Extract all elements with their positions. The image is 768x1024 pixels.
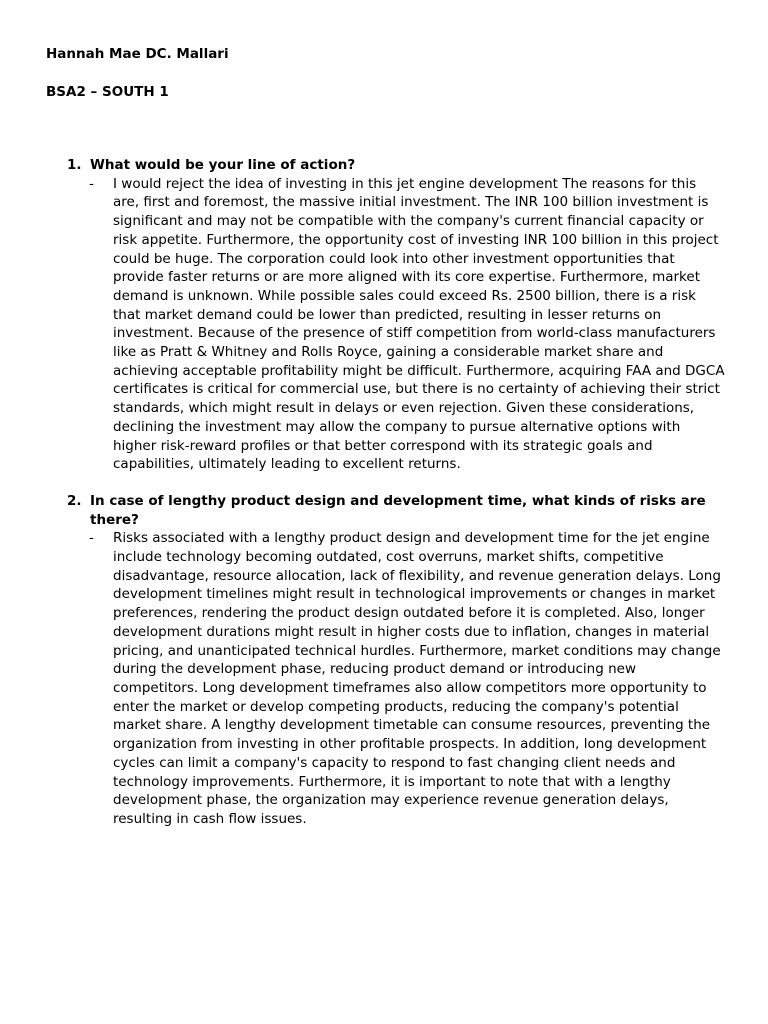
question-text: In case of lengthy product design and development time, what kinds of risks are there? [90,492,706,528]
answer-text: Risks associated with a lengthy product design and development time for the jet engine include technology becoming outdated, cost overruns, market shifts, competitive disadvantage, resource allocation, lack of flexibility, and revenue generation delays. Long development timelines might result in technological improvements or changes in market preferences, rendering the product design outdated before it is completed. Also, longer development durations might result in higher costs due to inflation, changes in material pricing, and unanticipated technical hurdles. Furthermore, market conditions may change during the development phase, reducing product demand or introducing new competitors. Long development timeframes also allow competitors more opportunity to enter the market or develop competing products, reducing the company's potential market share. A lengthy development timetable can consume resources, preventing the organization from investing in other profitable prospects. In addition, long development cycles can limit a company's capacity to respond to fast changing client needs and technology improvements. Furthermore, it is important to note that with a lengthy development phase, the organization may experience revenue generation delays, resulting in cash flow issues. [113,530,721,827]
answer-text: I would reject the idea of investing in this jet engine development The reasons for this are, first and foremost, the massive initial investment. The INR 100 billion investment is significant and may not be compatible with the company's current financial capacity or risk appetite. Furthermore, the opportunity cost of investing INR 100 billion in this project could be huge. The corporation could look into other investment opportunities that provide faster returns or are more aligned with its core expertise. Furthermore, market demand is unknown. While possible sales could exceed Rs. 2500 billion, there is a risk that market demand could be lower than predicted, resulting in lesser returns on investment. Because of the presence of stiff competition from world-class manufacturers like as Pratt & Whitney and Rolls Royce, gaining a considerable market share and achieving acceptable profitability might be difficult. Furthermore, acquiring FAA and DGCA certificates is critical for commercial use, but there is no certainty of achieving their strict standards, which might result in delays or even rejection. Given these considerations, declining the investment may allow the company to pursue alternative options with higher risk-reward profiles or that better correspond with its strategic goals and capabilities, ultimately leading to excellent returns. [113,175,725,473]
answer-bullet: - [89,175,94,192]
question-number: 1. [67,157,82,173]
answer-block [0,175,768,474]
section-label: BSA2 – SOUTH 1 [46,84,169,100]
question-item [0,492,768,829]
question-number: 2. [67,492,82,509]
author-name: Hannah Mae DC. Mallari [46,46,229,62]
question-text: What would be your line of action? [90,157,356,173]
answer-bullet: - [89,530,94,547]
answer-block [0,529,768,828]
question-list [0,156,768,839]
question-item [0,156,768,474]
